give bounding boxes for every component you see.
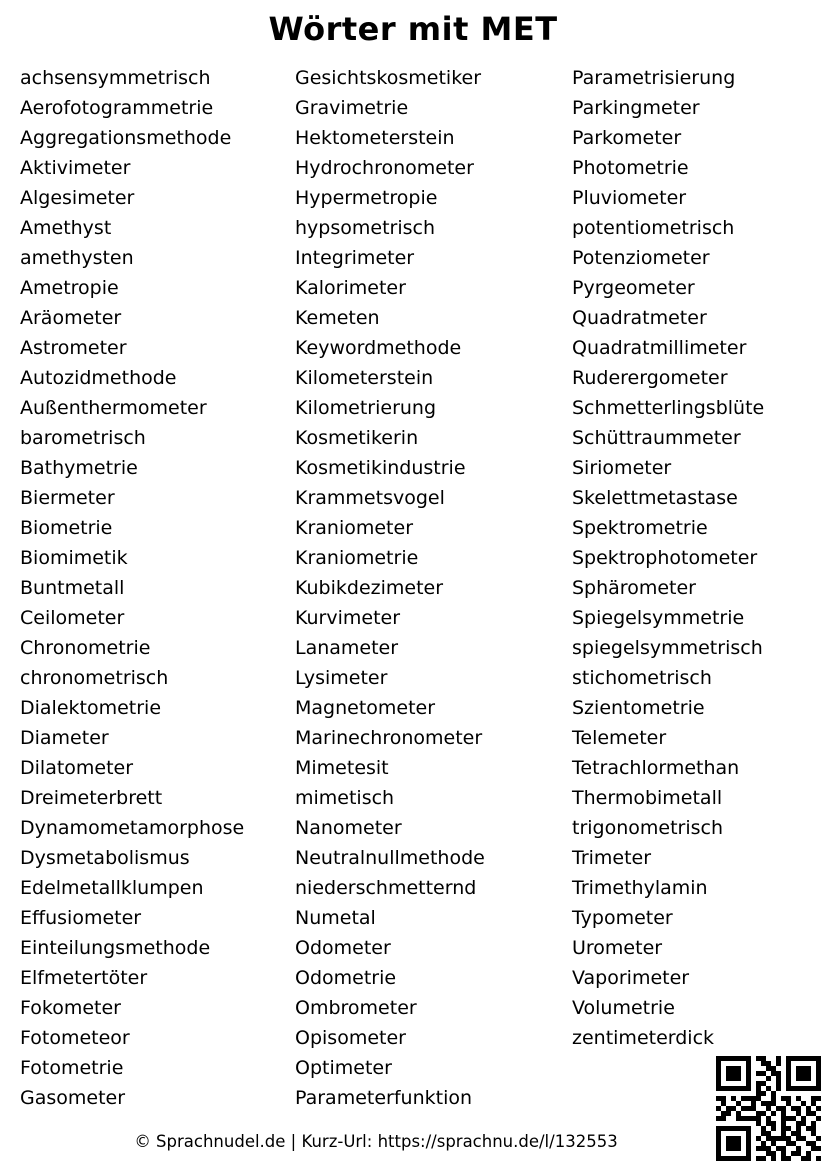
word-item: Kraniometer xyxy=(295,517,414,539)
word-item: Gravimetrie xyxy=(295,97,409,119)
word-item: Autozidmethode xyxy=(20,367,177,389)
word-item: Keywordmethode xyxy=(295,337,462,359)
word-item: Dynamometamorphose xyxy=(20,817,245,839)
word-item: Magnetometer xyxy=(295,697,436,719)
word-item: barometrisch xyxy=(20,427,146,449)
word-item: Skelettmetastase xyxy=(572,487,738,509)
word-item: Parametrisierung xyxy=(572,67,736,89)
word-item: Odometrie xyxy=(295,967,397,989)
word-item: Numetal xyxy=(295,907,376,929)
word-item: Spektrometrie xyxy=(572,517,708,539)
word-item: Diameter xyxy=(20,727,109,749)
word-item: Biermeter xyxy=(20,487,115,509)
qr-code xyxy=(716,1056,821,1161)
word-item: Quadratmeter xyxy=(572,307,707,329)
word-item: potentiometrisch xyxy=(572,217,735,239)
word-item: Edelmetallklumpen xyxy=(20,877,204,899)
footer-text: © Sprachnudel.de | Kurz-Url: https://sprachnu.de/l/132553 xyxy=(134,1132,618,1151)
word-item: Bathymetrie xyxy=(20,457,138,479)
word-item: Kurvimeter xyxy=(295,607,401,629)
word-item: Elfmetertöter xyxy=(20,967,148,989)
word-item: Ceilometer xyxy=(20,607,125,629)
word-item: chronometrisch xyxy=(20,667,169,689)
word-item: Quadratmillimeter xyxy=(572,337,747,359)
word-item: Krammetsvogel xyxy=(295,487,445,509)
word-item: Potenziometer xyxy=(572,247,710,269)
word-item: Kilometrierung xyxy=(295,397,437,419)
word-item: Dialektometrie xyxy=(20,697,162,719)
word-item: Dreimeterbrett xyxy=(20,787,163,809)
word-item: zentimeterdick xyxy=(572,1027,715,1049)
word-item: Algesimeter xyxy=(20,187,135,209)
word-item: Neutralnullmethode xyxy=(295,847,485,869)
word-item: Spektrophotometer xyxy=(572,547,758,569)
word-item: Schüttraummeter xyxy=(572,427,741,449)
word-item: Odometer xyxy=(295,937,391,959)
word-item: hypsometrisch xyxy=(295,217,435,239)
word-item: Einteilungsmethode xyxy=(20,937,211,959)
word-item: Fotometrie xyxy=(20,1057,124,1079)
word-item: Pluviometer xyxy=(572,187,687,209)
word-item: Trimeter xyxy=(572,847,652,869)
word-item: Parkometer xyxy=(572,127,682,149)
word-item: Fokometer xyxy=(20,997,121,1019)
word-item: Lanameter xyxy=(295,637,399,659)
word-item: Kubikdezimeter xyxy=(295,577,444,599)
word-item: Kilometerstein xyxy=(295,367,434,389)
word-item: amethysten xyxy=(20,247,134,269)
word-item: Kalorimeter xyxy=(295,277,406,299)
word-item: Hydrochronometer xyxy=(295,157,474,179)
word-column-1 xyxy=(20,63,244,1113)
word-item: Siriometer xyxy=(572,457,672,479)
word-item: Biomimetik xyxy=(20,547,128,569)
word-item: Parameterfunktion xyxy=(295,1087,473,1109)
word-item: trigonometrisch xyxy=(572,817,724,839)
word-item: Marinechronometer xyxy=(295,727,483,749)
word-item: Kosmetikindustrie xyxy=(295,457,466,479)
word-item: Hektometerstein xyxy=(295,127,455,149)
word-item: Aräometer xyxy=(20,307,122,329)
word-item: Schmetterlingsblüte xyxy=(572,397,765,419)
word-item: Aktivimeter xyxy=(20,157,131,179)
word-item: Gasometer xyxy=(20,1087,126,1109)
word-item: Pyrgeometer xyxy=(572,277,695,299)
word-item: Szientometrie xyxy=(572,697,705,719)
word-item: Außenthermometer xyxy=(20,397,207,419)
word-item: Mimetesit xyxy=(295,757,389,779)
word-item: Gesichtskosmetiker xyxy=(295,67,482,89)
page-title: Wörter mit MET xyxy=(268,10,558,48)
word-item: Sphärometer xyxy=(572,577,696,599)
word-item: Dysmetabolismus xyxy=(20,847,190,869)
word-item: Kraniometrie xyxy=(295,547,419,569)
word-item: Fotometeor xyxy=(20,1027,130,1049)
word-column-3 xyxy=(572,63,764,1053)
word-item: achsensymmetrisch xyxy=(20,67,211,89)
word-item: Astrometer xyxy=(20,337,127,359)
word-item: Biometrie xyxy=(20,517,113,539)
word-item: Opisometer xyxy=(295,1027,406,1049)
word-item: Effusiometer xyxy=(20,907,142,929)
word-item: Vaporimeter xyxy=(572,967,690,989)
word-item: Aerofotogrammetrie xyxy=(20,97,214,119)
word-item: Thermobimetall xyxy=(572,787,723,809)
word-item: Ametropie xyxy=(20,277,119,299)
word-item: Amethyst xyxy=(20,217,112,239)
word-item: Telemeter xyxy=(572,727,667,749)
word-item: Urometer xyxy=(572,937,663,959)
word-item: Buntmetall xyxy=(20,577,125,599)
word-item: stichometrisch xyxy=(572,667,712,689)
word-item: Volumetrie xyxy=(572,997,675,1019)
word-item: Dilatometer xyxy=(20,757,134,779)
word-item: Kemeten xyxy=(295,307,380,329)
word-item: Aggregationsmethode xyxy=(20,127,232,149)
word-item: Lysimeter xyxy=(295,667,388,689)
word-item: Ombrometer xyxy=(295,997,417,1019)
word-item: Chronometrie xyxy=(20,637,151,659)
word-item: Optimeter xyxy=(295,1057,392,1079)
word-item: niederschmetternd xyxy=(295,877,477,899)
word-item: Hypermetropie xyxy=(295,187,438,209)
word-item: Photometrie xyxy=(572,157,689,179)
word-item: Integrimeter xyxy=(295,247,415,269)
word-item: Parkingmeter xyxy=(572,97,700,119)
word-item: spiegelsymmetrisch xyxy=(572,637,763,659)
word-item: Typometer xyxy=(572,907,673,929)
word-item: Trimethylamin xyxy=(572,877,708,899)
word-item: Kosmetikerin xyxy=(295,427,419,449)
word-item: mimetisch xyxy=(295,787,395,809)
word-item: Tetrachlormethan xyxy=(572,757,740,779)
word-item: Nanometer xyxy=(295,817,402,839)
word-column-2 xyxy=(295,63,485,1113)
word-item: Spiegelsymmetrie xyxy=(572,607,745,629)
word-item: Ruderergometer xyxy=(572,367,728,389)
